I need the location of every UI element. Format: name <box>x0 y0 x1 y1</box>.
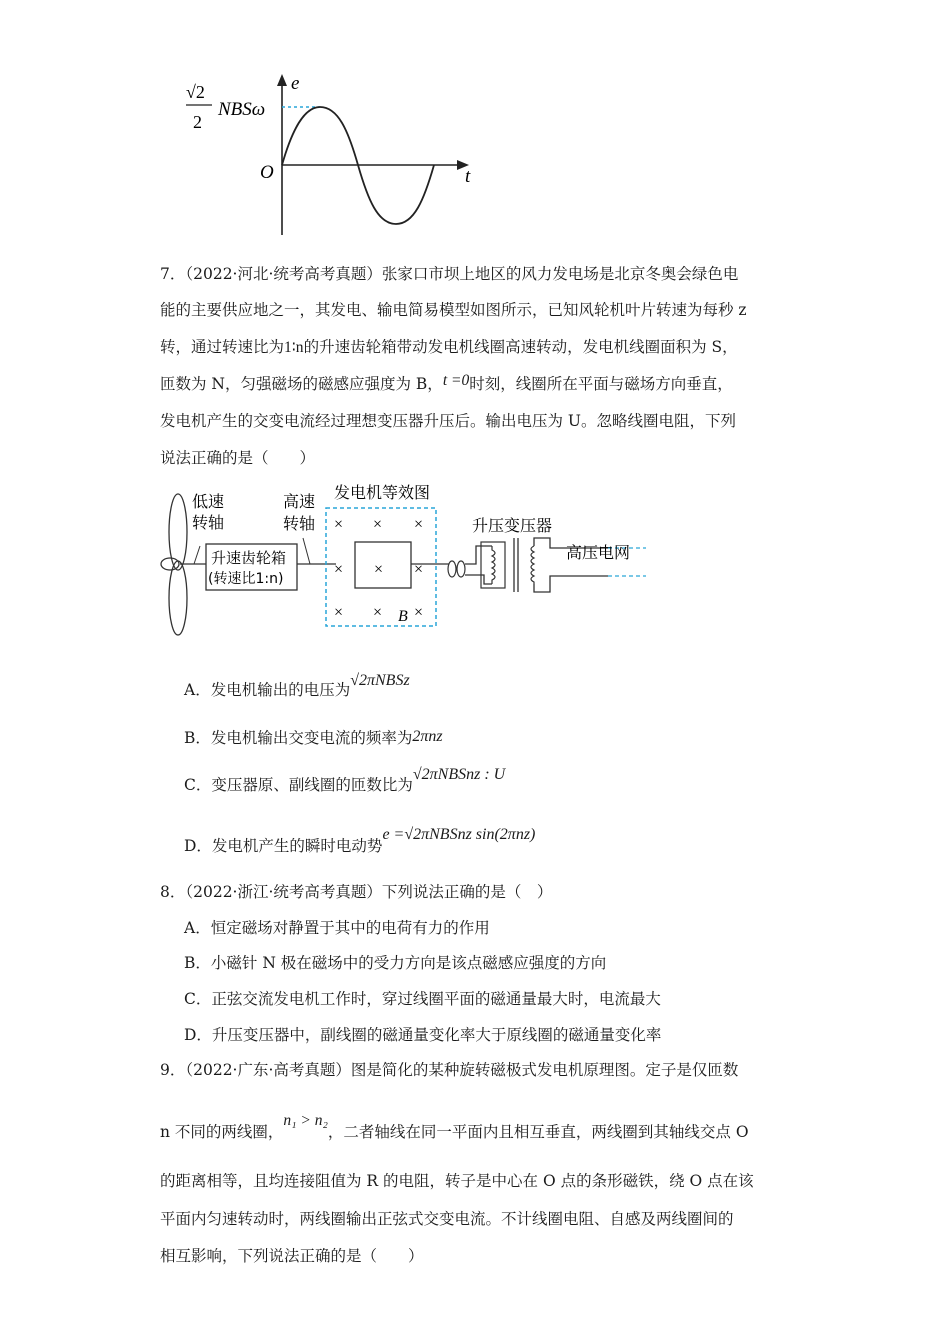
q7-line-5: 发电机产生的交变电流经过理想变压器升压后。输出电压为 U。忽略线圈电阻，下列 <box>160 412 736 430</box>
primary-coil <box>492 546 495 584</box>
field-cross: × <box>334 561 344 578</box>
q7-line-4 <box>160 374 733 395</box>
q7-option-a-math: √2πNBSz <box>350 672 410 689</box>
q9-line-3: 的距离相等，且均连接阻值为 R 的电阻，转子是中心在 O 点的条形磁铁，绕 O 点在该 <box>160 1172 754 1190</box>
q7-option-a[interactable] <box>184 672 410 701</box>
field-cross: × <box>414 516 424 533</box>
q7-option-b-math: 2πnz <box>412 728 443 745</box>
field-cross: × <box>334 604 344 621</box>
q7-option-d-math: e =√2πNBSnz sin(2πnz) <box>382 826 536 843</box>
field-cross: × <box>414 561 424 578</box>
q7-ratio-math: 1∶n <box>284 339 304 356</box>
blade-hub <box>161 558 179 570</box>
q7-option-a-text: A．发电机输出的电压为 <box>184 681 351 699</box>
q8-option-b[interactable]: B．小磁针 N 极在磁场中的受力方向是该点磁感应强度的方向 <box>184 954 607 972</box>
q7-option-b-text: B．发电机输出交变电流的频率为 <box>184 729 413 747</box>
high-speed-pointer <box>303 538 310 564</box>
q7-option-b[interactable] <box>184 728 443 749</box>
field-cross: × <box>373 516 383 533</box>
y-axis-label: e <box>291 73 300 94</box>
q8-option-c[interactable]: C．正弦交流发电机工作时，穿过线圈平面的磁通量最大时，电流最大 <box>184 990 661 1008</box>
q9-line-4: 平面内匀速转动时，两线圈输出正弦式交变电流。不计线圈电阻、自感及两线圈间的 <box>160 1210 734 1228</box>
peak-rest: NBSω <box>218 99 266 120</box>
blade-bottom <box>169 561 187 635</box>
q7-line-3-b: 的升速齿轮箱带动发电机线圈高速转动，发电机线圈面积为 S， <box>303 338 738 356</box>
field-label: B <box>398 608 408 625</box>
q7-line-1: 7．（2022·河北·统考高考真题）张家口市坝上地区的风力发电场是北京冬奥会绿色电 <box>160 265 739 283</box>
q7-line-6: 说法正确的是（ ） <box>160 449 316 467</box>
field-cross: × <box>414 604 424 621</box>
gearbox-label-2: (转速比1:n) <box>208 571 284 587</box>
gearbox-label-1: 升速齿轮箱 <box>211 549 287 567</box>
peak-numerator: √2 <box>186 82 205 102</box>
q7-option-c-text: C．变压器原、副线圈的匝数比为 <box>184 776 413 794</box>
q9-line-2-a: n 不同的两线圈， <box>160 1123 284 1141</box>
y-axis-arrow <box>277 74 287 86</box>
peak-denominator: 2 <box>193 112 202 132</box>
high-speed-label-1: 高速 <box>283 492 316 511</box>
secondary-wire-bottom <box>534 576 608 592</box>
q7-line-3 <box>160 337 738 358</box>
q7-option-d-text: D．发电机产生的瞬时电动势 <box>184 837 383 855</box>
q9-line-2 <box>160 1112 749 1143</box>
wind-diagram-svg <box>158 480 648 640</box>
generator-label: 发电机等效图 <box>334 483 431 502</box>
q7-time-math: t =0 <box>442 372 470 389</box>
q9-line-2-b: ，二者轴线在同一平面内且相互垂直，两线圈到其轴线交点 O <box>327 1123 749 1141</box>
origin-label: O <box>260 162 274 183</box>
low-speed-pointer <box>194 546 200 564</box>
field-cross: × <box>373 604 383 621</box>
primary-wire-top <box>465 546 492 564</box>
q8-stem: 8．（2022·浙江·统考高考真题）下列说法正确的是（ ） <box>160 883 553 901</box>
wind-generator-diagram <box>158 480 648 640</box>
x-axis-label: t <box>465 166 471 187</box>
emf-graph-svg <box>180 70 490 240</box>
grid-label: 高压电网 <box>566 543 631 562</box>
emf-time-graph <box>180 70 490 240</box>
q9-line-1: 9．（2022·广东·高考真题）图是简化的某种旋转磁极式发电机原理图。定子是仅匝数 <box>160 1061 739 1079</box>
field-cross: × <box>334 516 344 533</box>
q7-option-d[interactable] <box>184 826 536 857</box>
q9-line-5: 相互影响，下列说法正确的是（ ） <box>160 1247 424 1265</box>
q7-option-c-math: √2πNBSnz : U <box>412 766 506 783</box>
q7-line-2: 能的主要供应地之一，其发电、输电简易模型如图所示，已知风轮机叶片转速为每秒 z <box>160 301 747 319</box>
primary-wire-bottom <box>465 575 492 584</box>
q7-line-3-a: 转，通过转速比为 <box>160 338 285 356</box>
q7-option-c[interactable] <box>184 766 506 796</box>
q8-option-a[interactable]: A．恒定磁场对静置于其中的电荷有力的作用 <box>184 919 490 937</box>
q7-line-4-a: 匝数为 N，匀强磁场的磁感应强度为 B， <box>160 375 443 393</box>
field-cross: × <box>374 561 384 578</box>
high-speed-label-2: 转轴 <box>283 514 316 533</box>
q9-turns-math: n₁ > n₂ <box>283 1112 328 1129</box>
slip-ring-1 <box>448 561 456 577</box>
low-speed-label-2: 转轴 <box>192 513 225 532</box>
slip-ring-2 <box>457 561 465 577</box>
q8-option-d[interactable]: D．升压变压器中，副线圈的磁通量变化率大于原线圈的磁通量变化率 <box>184 1026 662 1044</box>
transformer-label: 升压变压器 <box>472 516 553 535</box>
secondary-coil <box>531 546 534 584</box>
low-speed-label-1: 低速 <box>192 492 225 511</box>
q7-line-4-b: 时刻，线圈所在平面与磁场方向垂直， <box>469 375 733 393</box>
